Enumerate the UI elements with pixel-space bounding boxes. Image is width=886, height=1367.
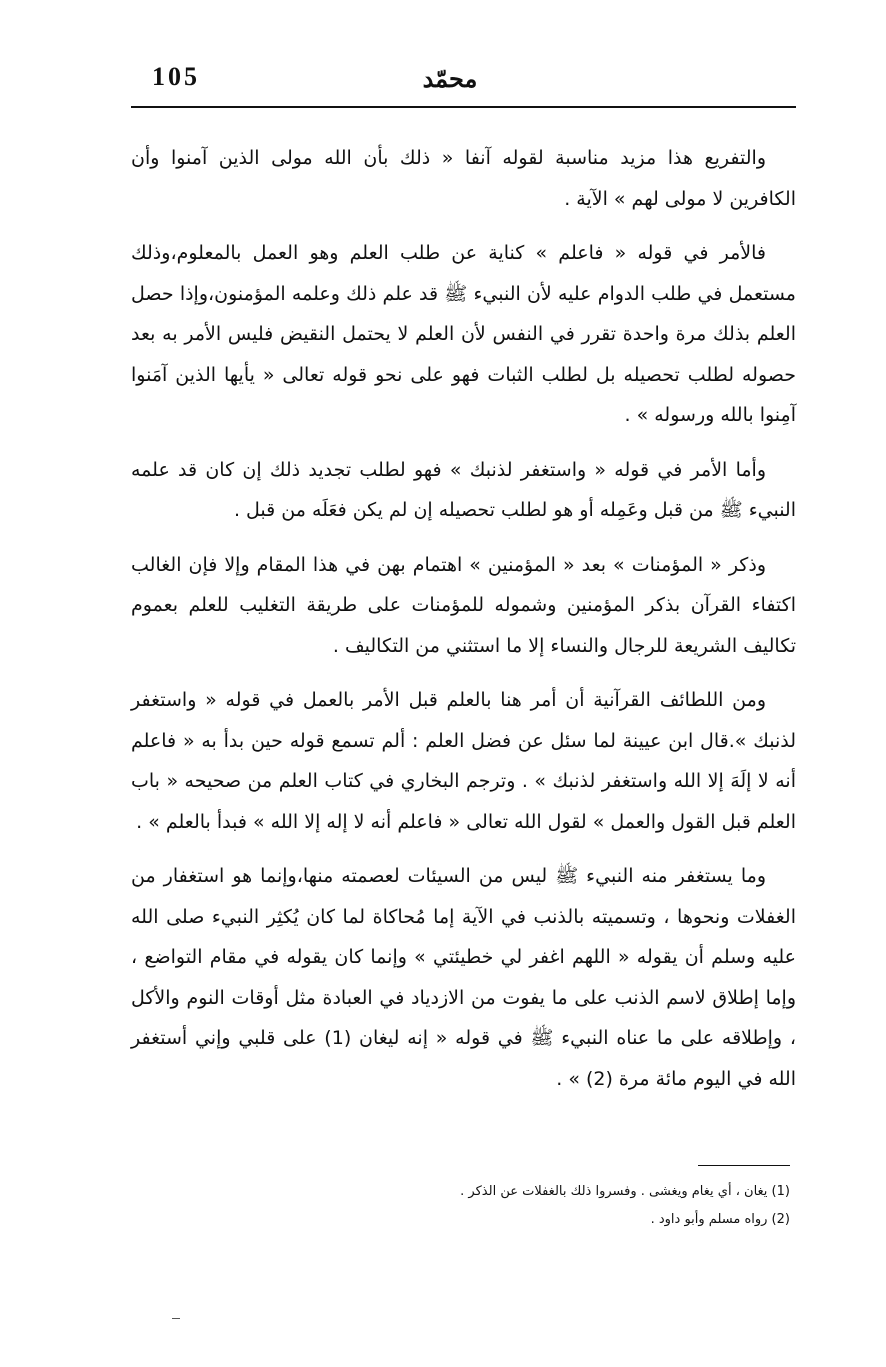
running-title: محمّد	[422, 64, 478, 93]
page-mark	[172, 1318, 180, 1319]
footnotes	[300, 1178, 790, 1234]
paragraph: وأما الأمر في قوله « واستغفر لذنبك » فهو لطلب تجديد ذلك إن كان قد علمه النبيء ﷺ من قبل وعَمِله أو هو لطلب تحصيله إن لم يكن فعَلَه من قبل .	[131, 458, 796, 521]
header-rule	[131, 106, 796, 108]
page-number: 105	[152, 62, 200, 91]
footnote: (1) يغان ، أي يغام ويغشى . وفسروا ذلك بالغفلات عن الذكر .	[460, 1184, 790, 1199]
paragraph: والتفريع هذا مزيد مناسبة لقوله آنفا « ذلك بأن الله مولى الذين آمنوا وأن الكافرين لا مولى لهم » الآية .	[131, 147, 796, 210]
paragraph: وذكر « المؤمنات » بعد « المؤمنين » اهتمام بهن في هذا المقام وإلا فإن الغالب اكتفاء القرآن بذكر المؤمنين وشموله للمؤمنات على طريقة التغليب للعلم بعموم تكاليف الشريعة للرجال والنساء إلا ما استثني من التكاليف .	[131, 553, 796, 657]
main-text	[131, 138, 796, 1113]
paragraph: ومن اللطائف القرآنية أن أمر هنا بالعلم قبل الأمر بالعمل في قوله « واستغفر لذنبك ».قال ابن عيينة لما سئل عن فضل العلم : ألم تسمع قوله حين بدأ به « فاعلم أنه لا إلَهَ إلا الله واستغفر لذنبك » . وترجم البخاري في كتاب العلم من صحيحه « باب العلم قبل القول والعمل » لقول الله تعالى « فاعلم أنه لا إله إلا الله » فبدأ بالعلم » .	[131, 689, 796, 833]
paragraph: وما يستغفر منه النبيء ﷺ ليس من السيئات لعصمته منها،وإنما هو استغفار من الغفلات ونحوها ، وتسميته بالذنب في الآية إما مُحاكاة لما كان يُكثِر النبيء صلى الله عليه وسلم أن يقوله « اللهم اغفر لي خطيئتي » وإنما كان يقوله في مقام التواضع ، وإما إطلاق لاسم الذنب على ما يفوت من الازدياد في العبادة مثل أوقات النوم والأكل ، وإطلاقه على ما عناه النبيء ﷺ في قوله « إنه ليغان (1) على قلبي وإني أستغفر الله في اليوم مائة مرة (2) » .	[131, 865, 796, 1090]
paragraph: فالأمر في قوله « فاعلم » كناية عن طلب العلم وهو العمل بالمعلوم،وذلك مستعمل في طلب الدوام عليه لأن النبيء ﷺ قد علم ذلك وعلمه المؤمنون،وإذا حصل العلم بذلك مرة واحدة تقرر في النفس لأن العلم لا يحتمل النقيض فليس الأمر به بعد حصوله لطلب تحصيله بل لطلب الثبات فهو على نحو قوله تعالى « يأيها الذين آمَنوا آمِنوا بالله ورسوله » .	[131, 242, 796, 426]
footnote: (2) رواه مسلم وأبو داود .	[650, 1212, 790, 1227]
footnote-rule	[698, 1165, 790, 1166]
